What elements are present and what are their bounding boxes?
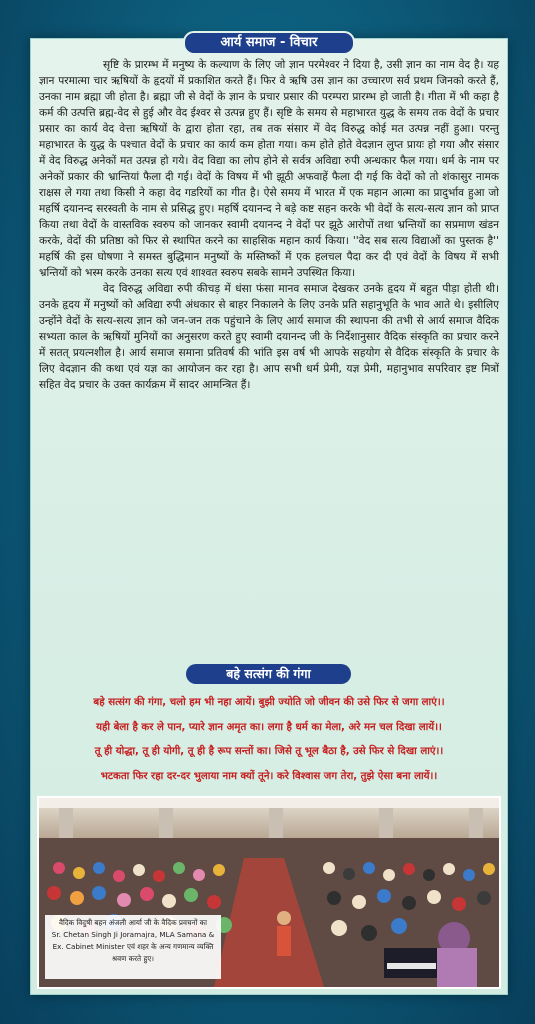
- poem-title: बहे सत्संग की गंगा: [186, 664, 351, 684]
- caption-line: श्रवण करते हुए।: [112, 954, 154, 963]
- article-body: [39, 57, 499, 663]
- paragraph-1: सृष्टि के प्रारम्भ में मनुष्य के कल्याण के लिए जो ज्ञान परमेश्वर ने दिया है, उसी ज्ञान का नाम वेद है। यह ज्ञान परमात्मा चार ऋषियों के हृदयों में प्रकाशित करते हैं। फिर वे ऋषि उस ज्ञान का उच्चारण सर्व प्रथम जिनको करते हैं, उनका नाम ब्रह्मा जी होता है। ब्रह्मा जी से वेदों के ज्ञान के प्रचार प्रसार की परम्परा प्रारम्भ हो जाती है। गीता में भी कहा है कर्म की उत्पत्ति ब्रह्म-वेद से हुई और वेद ईश्वर से उत्पन्न हुए हैं। सृष्टि के समय से महाभारत युद्ध के समय तक वेदों के प्रचार प्रसार का कार्य वेद वेत्ता ऋषियों के द्वारा होता रहा, तब तक संसार में वेद विरुद्ध कोई मत उत्पन्न नहीं हुआ। परन्तु महाभारत के युद्ध के पश्चात वेदों के प्रचार का कार्य कम होता गया। कम होते होते वेदज्ञान लुप्त प्रायः हो गया और संसार में वेद विरुद्ध अनेकों मत उत्पन्न हो गये। वेद विद्या का लोप होने से सर्वत्र अविद्या रुपी अन्धकार फैल गया। धर्म के नाम पर अनेकों प्रकार की भ्रान्तियां फैला दी गई। वेदों के विषय में भी झूठी अफवाहें फैला दी गई कि वेदों को तो शंकासुर नामक राक्षस ले गया तथा किसी ने कहा वेद गडरियों का गीत है। ऐसे समय में भारत में एक महान आत्मा का प्रादुर्भाव हुआ जो महर्षि दयानन्द सरस्वती के नाम से प्रसिद्ध हुए। महर्षि दयानन्द ने बड़े कष्ट सहन करके भी वेदों के सत्य-सत्य ज्ञान को प्राप्त किया तथा वेदों के वास्तविक स्वरुप को जानकर स्वामी दयानन्द ने वेदों पर झूठे आरोपों तथा भ्रन्तियों का सप्रमाण खंडन करके, वेदों की प्रतिष्ठा को फिर से स्थापित करने का साहसिक महान कार्य किया। ''वेद सब सत्य विद्याओं का पुस्तक है'' महर्षि की इस घोषणा ने समस्त बुद्धिमान मनुष्यों के मस्तिष्कों में एक हलचल पैदा कर दी एवं वेदों के विषय में सभी भ्रन्तियों को भस्म करके उनका सत्य एवं शाश्वत स्वरुप सबके सामने उपस्थित किया।: [39, 59, 499, 279]
- poem: [37, 691, 501, 791]
- photo-caption: [45, 915, 221, 979]
- event-photo: [37, 796, 501, 989]
- paragraph-2: वेद विरुद्ध अविद्या रुपी कीचड़ में धंसा फंसा मानव समाज देखकर उनके हृदय में बहुत पीड़ा होती थी। उनके हृदय में मनुष्यों को अविद्या रुपी अंधकार से बाहर निकालने के लिए उनके प्रति सहानुभूति के भाव आते थे। इसीलिए उन्होंने वेदों के सत्य-सत्य ज्ञान को जन-जन तक पहुंचाने के लिए आर्य समाज की स्थापना की तभी से आर्य समाज वैदिक सभ्यता काल के ऋषियों मुनियों का अनुसरण करते हुए स्वामी दयानन्द जी के निर्देशानुसार वैदिक संस्कृति का प्रचार करने में सतत् प्रयत्नशील है। आर्य समाज समाना प्रतिवर्ष की भांति इस वर्ष भी आपके सहयोग से वैदिक संस्कृति के प्रचार के लिए वेदज्ञान की कथा एवं यज्ञ का आयोजन कर रहा है। आप सभी धर्म प्रेमी, यज्ञ प्रेमी, महानुभाव सपरिवार इष्ट मित्रों सहित वेद प्रचार के उक्त कार्यक्रम में सादर आमन्त्रित हैं।: [39, 283, 499, 391]
- poem-line: यही बेला है कर ले पान, प्यारे ज्ञान अमृत का। लगा है धर्म का मेला, अरे मन चल दिखा लायें।।: [96, 721, 442, 733]
- article-panel: [30, 35, 508, 995]
- caption-line: वैदिक विदुषी बहन अंजली आर्या जी के वैदिक प्रवचनों का: [58, 918, 208, 927]
- article-title: आर्य समाज - विचार: [183, 31, 355, 55]
- poem-line: भटकता फिर रहा दर-दर भुलाया नाम क्यों तूने। करे विश्वास जग तेरा, तुझे ऐसा बना लायें।।: [100, 770, 438, 782]
- caption-line: Ex. Cabinet Minister एवं शहर के अन्य गणमान्य व्यक्ति: [52, 942, 214, 951]
- poem-line: बहे सत्संग की गंगा, चलो हम भी नहा आयें। बुझी ज्योति जो जीवन की उसे फिर से जगा लाएं।।: [93, 697, 445, 708]
- poem-line: तू ही योद्धा, तू ही योगी, तू ही है रूप सन्तों का। जिसे तू भूल बैठा है, उसे फिर से दिखा लाएं।।: [94, 746, 444, 757]
- caption-line: Sr. Chetan Singh Ji Joramajra, MLA Samana &: [51, 930, 215, 939]
